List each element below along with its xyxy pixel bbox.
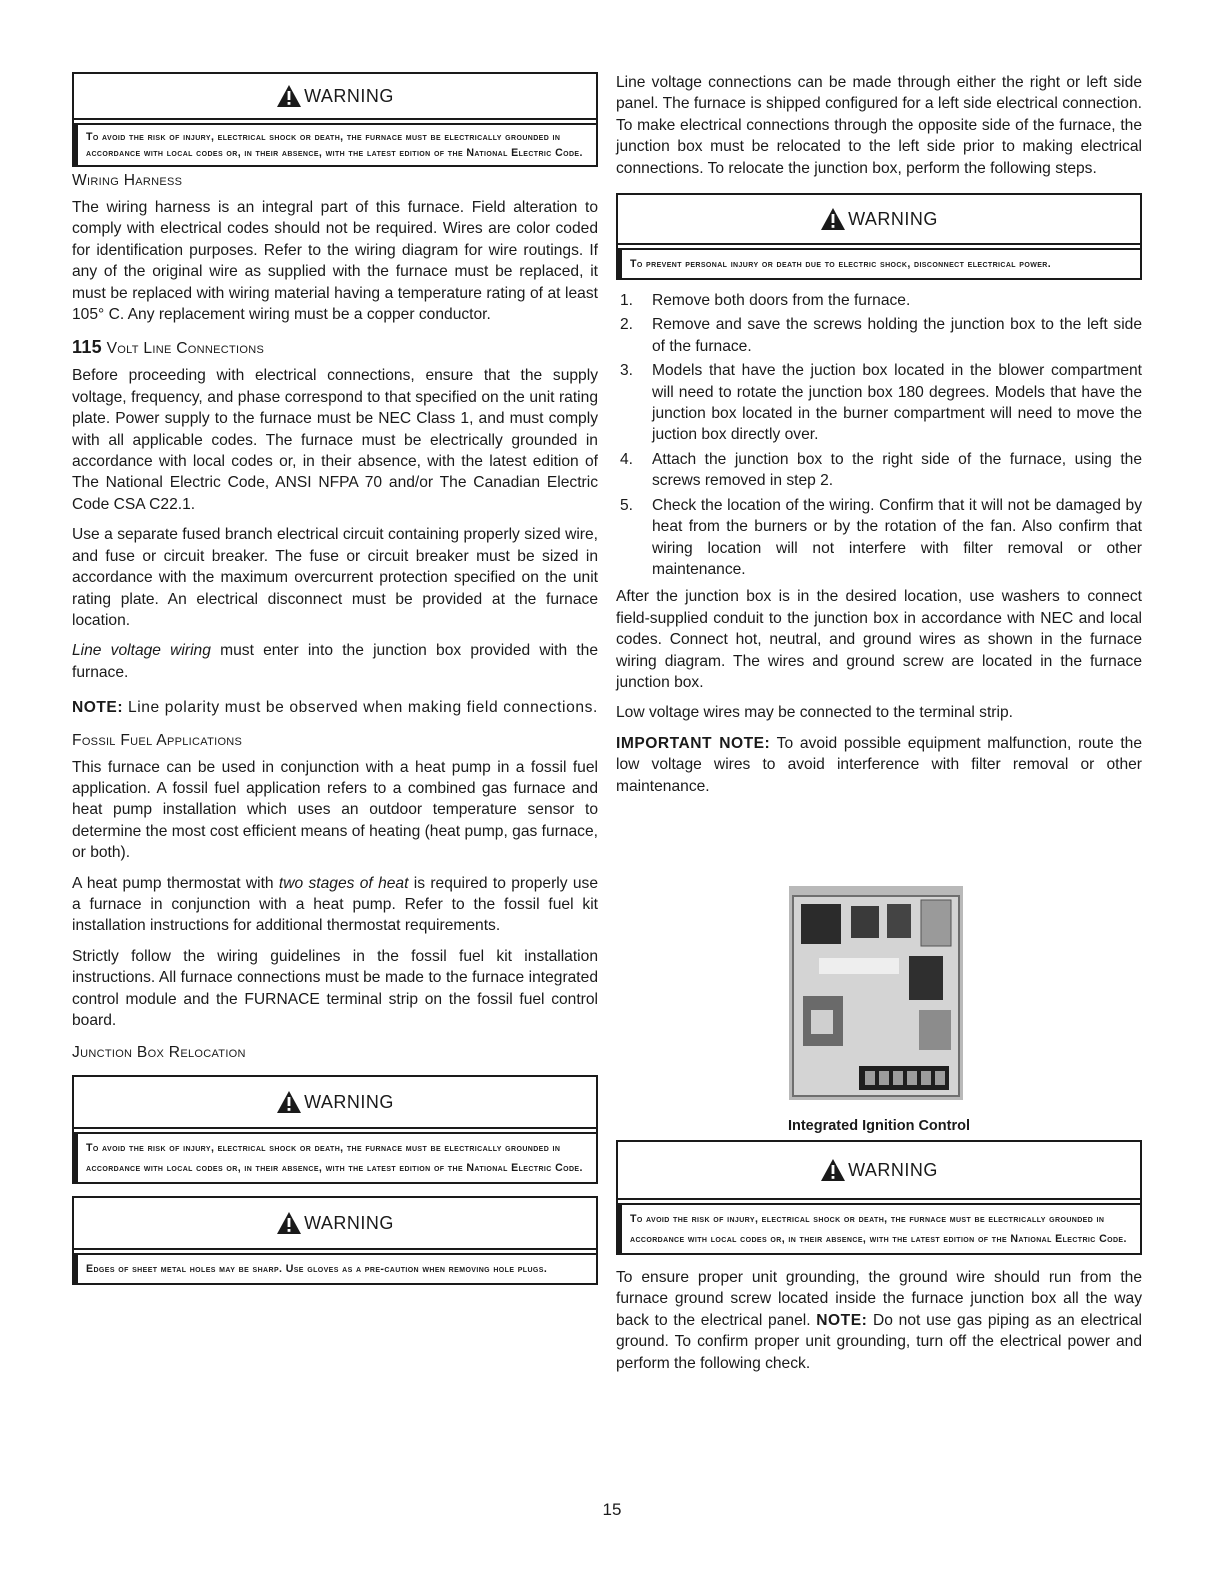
page-number: 15 <box>602 1500 622 1519</box>
board-label <box>819 958 899 974</box>
step-text: Remove both doors from the furnace. <box>652 292 911 310</box>
warning-title: WARNING <box>848 1159 938 1180</box>
step-number: 5. <box>620 496 634 514</box>
note-text: Line polarity must be observed when making field connections. <box>123 699 598 717</box>
fossil-fuel-p2-a: A heat pump thermostat with <box>72 874 279 892</box>
line-connections-p2: Use a separate fused branch electrical circuit containing properly sized wire, and fuse or circuit breaker. The fuse or circuit breaker must be sized in accordance with the maximum overcurrent protection specified on the unit rating plate. An electrical disconnect must be provided at the furnace location. <box>72 526 598 629</box>
warning-header <box>74 1198 596 1250</box>
warning-triangle-icon <box>276 84 302 108</box>
step-text: Attach the junction box to the right side of the furnace, using the screws removed in step 2. <box>652 450 1142 490</box>
figure-caption: Integrated Ignition Control <box>787 1118 971 1134</box>
warning-box-grounding-2 <box>72 1075 598 1184</box>
warning-title: WARNING <box>304 85 394 106</box>
important-note <box>616 733 1142 797</box>
warning-box-grounding <box>72 72 598 167</box>
line-connections-p3 <box>72 640 598 683</box>
heading-number: 115 <box>72 337 102 358</box>
warning-triangle-icon <box>820 207 846 231</box>
ignition-control-photo <box>789 886 963 1100</box>
wiring-harness-heading: Wiring Harness <box>72 172 183 189</box>
relay-small-2 <box>887 904 911 938</box>
right-column <box>616 72 1142 806</box>
line-connections-heading <box>72 337 598 359</box>
warning-text: Edges of sheet metal holes may be sharp. Use gloves as a pre-caution when removing hole plugs. <box>74 1253 596 1283</box>
polarity-note <box>72 697 598 718</box>
list-item <box>616 449 1142 492</box>
warning-text: To avoid the risk of injury, electrical shock or death, the furnace must be electrically grounded in accordance with local codes or, in their absence, with the latest edition of the National Electric Code. <box>74 123 596 165</box>
wiring-harness-text: The wiring harness is an integral part of this furnace. Field alteration to comply with electrical codes should not be required. Wires are color coded for identification purposes. Refer to the wiring diagram for wire routings. If any of the original wire as supplied with the furnace must be replaced, it must be replaced with wiring material having a temperature rating of at least 105° C. Any replacement wiring must be a copper conductor. <box>72 199 598 324</box>
right-column-lower <box>616 1140 1142 1383</box>
connector-strip <box>921 900 951 946</box>
step-text: Remove and save the screws holding the junction box to the left side of the furnace. <box>652 316 1142 355</box>
important-text: To avoid possible equipment malfunction, route the low voltage wires to avoid interference with filter removal or other maintenance. <box>616 734 1142 795</box>
warning-text: To avoid the risk of injury, electrical shock or death, the furnace must be electrically grounded in accordance with local codes or, in their absence, with the latest edition of the National Electric Code. <box>618 1203 1140 1253</box>
fossil-fuel-p2 <box>72 873 598 937</box>
note-label: NOTE: <box>72 699 124 717</box>
important-label: IMPORTANT NOTE: <box>616 734 771 752</box>
warning-box-grounding-3 <box>616 1140 1142 1255</box>
warning-triangle-icon <box>820 1158 846 1182</box>
warning-text: To avoid the risk of injury, electrical shock or death, the furnace must be electrically grounded in accordance with local codes or, in their absence, with the latest edition of the National Electric Code. <box>74 1132 596 1182</box>
list-item <box>616 314 1142 357</box>
warning-title: WARNING <box>848 208 938 229</box>
terminal-3 <box>893 1071 903 1085</box>
low-voltage-text: Low voltage wires may be connected to the terminal strip. <box>616 704 1013 722</box>
warning-title: WARNING <box>304 1091 394 1112</box>
grounding-text-b: Do not use gas piping as an electrical ground. To confirm proper unit grounding, turn off the electrical power and perform the following check. <box>616 1311 1142 1372</box>
warning-header <box>74 1077 596 1129</box>
junction-box-heading: Junction Box Relocation <box>72 1044 246 1062</box>
line-voltage-wiring-emphasis: Line voltage wiring <box>72 642 211 660</box>
warning-text: To prevent personal injury or death due to electric shock, disconnect electrical power. <box>618 248 1140 278</box>
warning-box-edges <box>72 1196 598 1285</box>
grounding-text <box>616 1267 1142 1374</box>
pin-header <box>919 1010 951 1050</box>
terminal-4 <box>907 1071 917 1085</box>
line-connections-p1: Before proceeding with electrical connections, ensure that the supply voltage, frequency, and phase correspond to that specified on the unit rating plate. Power supply to the furnace must be NEC Class 1, and must comply with all applicable codes. The furnace must be electrically grounded in accordance with local codes or, in their absence, with the latest edition of The National Electric Code, ANSI NFPA 70 and/or The Canadian Electric Code CSA C22.1. <box>72 367 598 513</box>
step-text: Models that have the juction box located in the blower compartment will need to rotate the junction box 180 degrees. Models that have the junction box located in the burner compartment will need to move the juction box directly over. <box>652 362 1142 444</box>
relay-large <box>801 904 841 944</box>
fossil-fuel-heading: Fossil Fuel Applications <box>72 731 243 749</box>
warning-triangle-icon <box>276 1211 302 1235</box>
fossil-fuel-p1: This furnace can be used in conjunction with a heat pump in a fossil fuel application. A fossil fuel application refers to a combined gas furnace and heat pump installation which uses an outdoor temperature sensor to determine the most cost efficient means of heating (heat pump, gas furnace, or both). <box>72 758 598 862</box>
list-item <box>616 290 1142 311</box>
step-text: Check the location of the wiring. Confirm that it will not be damaged by heat from the burners or by the rotation of the fan. Also confirm that wiring location will not interfere with filter removal or other maintenance. <box>652 496 1142 578</box>
terminal-1 <box>865 1071 875 1085</box>
line-connections-p3-text: must enter into the junction box provided with the furnace. <box>72 642 598 681</box>
chip <box>909 956 943 1000</box>
step-number: 2. <box>620 316 634 334</box>
relay-small-1 <box>851 906 879 938</box>
junction-box-conduit-text: After the junction box is in the desired location, use washers to connect field-supplied conduit to the junction box in accordance with NEC and local codes. Connect hot, neutral, and ground wires as shown in the furnace wiring diagram. The wires and ground screw are located in the furnace junction box. <box>616 588 1142 691</box>
grounding-text-a: To ensure proper unit grounding, the ground wire should run from the furnace ground screw located inside the furnace junction box all the way back to the electrical panel. <box>616 1269 1142 1329</box>
warning-title: WARNING <box>304 1212 394 1233</box>
warning-triangle-icon <box>276 1090 302 1114</box>
step-number: 3. <box>620 362 634 380</box>
relocation-steps <box>616 290 1142 580</box>
line-voltage-intro: Line voltage connections can be made through either the right or left side panel. The furnace is shipped configured for a left side electrical connection. To make electrical connections through the opposite side of the furnace, the junction box must be relocated to the left side prior to making electrical connections. To relocate the junction box, perform the following steps. <box>616 74 1142 177</box>
two-stages-emphasis: two stages of heat <box>278 874 409 892</box>
warning-header <box>618 1142 1140 1200</box>
terminal-2 <box>879 1071 889 1085</box>
terminal-6 <box>935 1071 945 1085</box>
list-item <box>616 360 1142 446</box>
list-item <box>616 495 1142 581</box>
step-number: 4. <box>620 450 634 468</box>
warning-box-power <box>616 193 1142 280</box>
fossil-fuel-p2-b: is required to properly use a furnace in conjunction with a heat pump. Refer to the fossil fuel kit installation instructions for additional thermostat requirements. <box>72 874 598 935</box>
grounding-note-label: NOTE: <box>816 1311 868 1329</box>
led-window <box>811 1010 833 1034</box>
fossil-fuel-p3: Strictly follow the wiring guidelines in the fossil fuel kit installation instructions. All furnace connections must be made to the furnace integrated control module and the FURNACE terminal strip on the fossil fuel control board. <box>72 947 598 1029</box>
warning-header <box>74 74 596 120</box>
left-column <box>72 66 598 1289</box>
heading-text: Volt Line Connections <box>101 340 265 358</box>
warning-header <box>618 195 1140 245</box>
terminal-5 <box>921 1071 931 1085</box>
step-number: 1. <box>620 292 634 310</box>
